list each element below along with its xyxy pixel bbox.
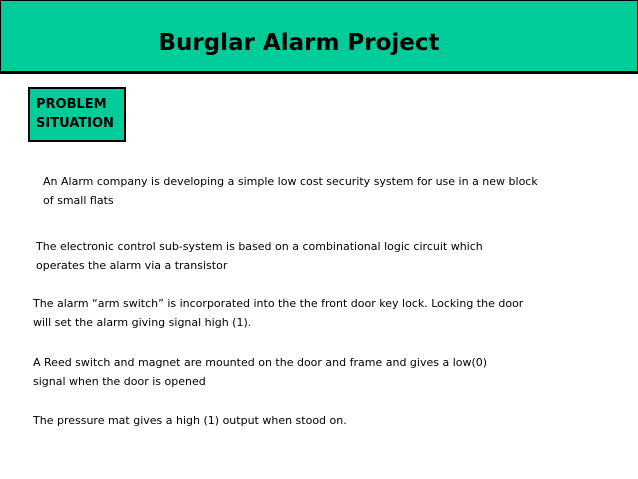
paragraph-line: An Alarm company is developing a simple low cost security system for use in a new block	[43, 175, 538, 188]
paragraph-line: The electronic control sub-system is based on a combinational logic circuit which	[36, 240, 483, 253]
paragraph-arm-switch	[33, 294, 523, 332]
slide-title: Burglar Alarm Project	[158, 30, 440, 56]
problem-situation-label	[28, 87, 126, 142]
paragraph-line: operates the alarm via a transistor	[36, 259, 228, 272]
paragraph-line: signal when the door is opened	[33, 375, 206, 388]
paragraph-line: The pressure mat gives a high (1) output when stood on.	[33, 414, 347, 427]
paragraph-line: A Reed switch and magnet are mounted on the door and frame and gives a low(0)	[33, 356, 488, 369]
paragraph-pressure-mat	[33, 411, 347, 430]
paragraph-alarm-company	[43, 172, 538, 210]
paragraph-control-subsystem	[36, 237, 483, 275]
paragraph-line: of small flats	[43, 194, 114, 207]
paragraph-line: The alarm “arm switch” is incorporated into the the front door key lock. Locking the door	[33, 297, 524, 310]
problem-label-line-1: PROBLEM	[36, 97, 107, 112]
paragraph-reed-switch	[33, 353, 487, 391]
problem-label-line-2: SITUATION	[36, 116, 114, 131]
paragraph-line: will set the alarm giving signal high (1).	[33, 316, 252, 329]
